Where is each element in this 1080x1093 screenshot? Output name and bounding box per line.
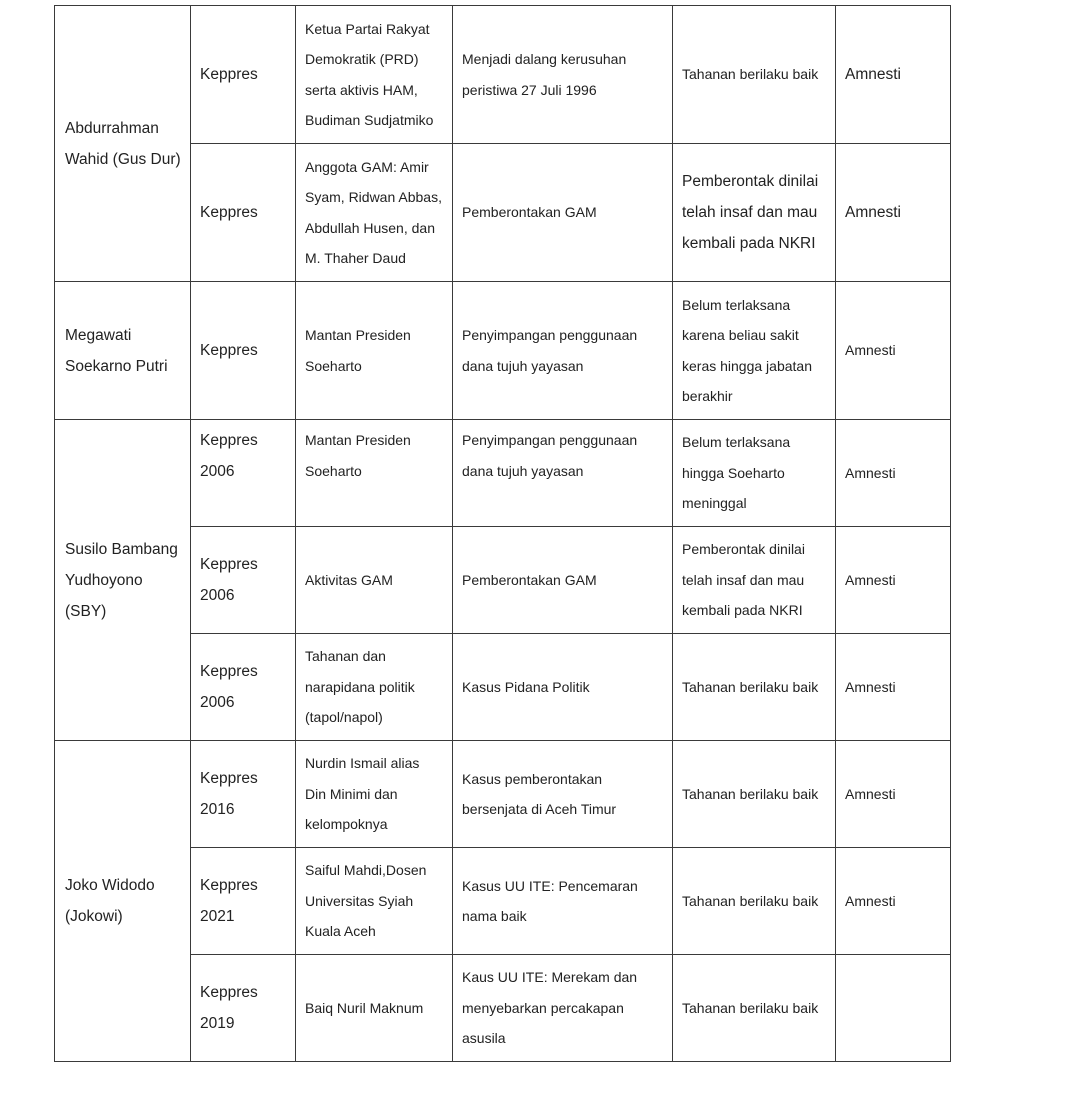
alasan-cell: Belum terlaksana karena beliau sakit keras hingga jabatan berakhir (673, 282, 836, 420)
alasan-cell: Belum terlaksana hingga Soeharto meninggal (673, 420, 836, 527)
keppres-cell: Keppres 2016 (191, 741, 296, 848)
alasan-cell: Pemberontak dinilai telah insaf dan mau kembali pada NKRI (673, 144, 836, 282)
penerima-cell: Saiful Mahdi,Dosen Universitas Syiah Kuala Aceh (296, 848, 453, 955)
president-cell: Susilo Bambang Yudhoyono (SBY) (55, 420, 191, 741)
penerima-cell: Mantan Presiden Soeharto (296, 282, 453, 420)
table-row (55, 6, 951, 144)
keppres-cell: Keppres 2006 (191, 527, 296, 634)
table-row (55, 282, 951, 420)
alasan-cell: Pemberontak dinilai telah insaf dan mau kembali pada NKRI (673, 527, 836, 634)
penerima-cell: Mantan Presiden Soeharto (296, 420, 453, 527)
alasan-cell: Tahanan berilaku baik (673, 741, 836, 848)
penerima-cell: Tahanan dan narapidana politik (tapol/napol) (296, 634, 453, 741)
kasus-cell: Kasus Pidana Politik (453, 634, 673, 741)
alasan-cell: Tahanan berilaku baik (673, 848, 836, 955)
kasus-cell: Penyimpangan penggunaan dana tujuh yayasan (453, 282, 673, 420)
penerima-cell: Ketua Partai Rakyat Demokratik (PRD) serta aktivis HAM, Budiman Sudjatmiko (296, 6, 453, 144)
keppres-cell: Keppres (191, 6, 296, 144)
keppres-cell: Keppres 2006 (191, 634, 296, 741)
kasus-cell: Kasus UU ITE: Pencemaran nama baik (453, 848, 673, 955)
keputusan-cell: Amnesti (836, 420, 951, 527)
keppres-cell: Keppres 2019 (191, 955, 296, 1062)
kasus-cell: Penyimpangan penggunaan dana tujuh yayasan (453, 420, 673, 527)
keputusan-cell: Amnesti (836, 282, 951, 420)
keppres-cell: Keppres 2006 (191, 420, 296, 527)
alasan-cell: Tahanan berilaku baik (673, 955, 836, 1062)
keputusan-cell: Amnesti (836, 741, 951, 848)
president-cell: Abdurrahman Wahid (Gus Dur) (55, 6, 191, 282)
keputusan-cell: Amnesti (836, 634, 951, 741)
penerima-cell: Aktivitas GAM (296, 527, 453, 634)
alasan-cell: Tahanan berilaku baik (673, 6, 836, 144)
penerima-cell: Anggota GAM: Amir Syam, Ridwan Abbas, Abdullah Husen, dan M. Thaher Daud (296, 144, 453, 282)
president-cell: Megawati Soekarno Putri (55, 282, 191, 420)
amnesti-table (54, 5, 951, 1062)
keputusan-cell: Amnesti (836, 144, 951, 282)
penerima-cell: Nurdin Ismail alias Din Minimi dan kelompoknya (296, 741, 453, 848)
table-row (55, 741, 951, 848)
president-cell: Joko Widodo (Jokowi) (55, 741, 191, 1062)
kasus-cell: Pemberontakan GAM (453, 144, 673, 282)
kasus-cell: Kaus UU ITE: Merekam dan menyebarkan percakapan asusila (453, 955, 673, 1062)
keppres-cell: Keppres 2021 (191, 848, 296, 955)
alasan-cell: Tahanan berilaku baik (673, 634, 836, 741)
penerima-cell: Baiq Nuril Maknum (296, 955, 453, 1062)
keputusan-cell: Amnesti (836, 6, 951, 144)
keputusan-cell: Amnesti (836, 848, 951, 955)
keputusan-cell (836, 955, 951, 1062)
keputusan-cell: Amnesti (836, 527, 951, 634)
kasus-cell: Pemberontakan GAM (453, 527, 673, 634)
kasus-cell: Menjadi dalang kerusuhan peristiwa 27 Juli 1996 (453, 6, 673, 144)
table-row (55, 420, 951, 527)
kasus-cell: Kasus pemberontakan bersenjata di Aceh Timur (453, 741, 673, 848)
keppres-cell: Keppres (191, 282, 296, 420)
keppres-cell: Keppres (191, 144, 296, 282)
